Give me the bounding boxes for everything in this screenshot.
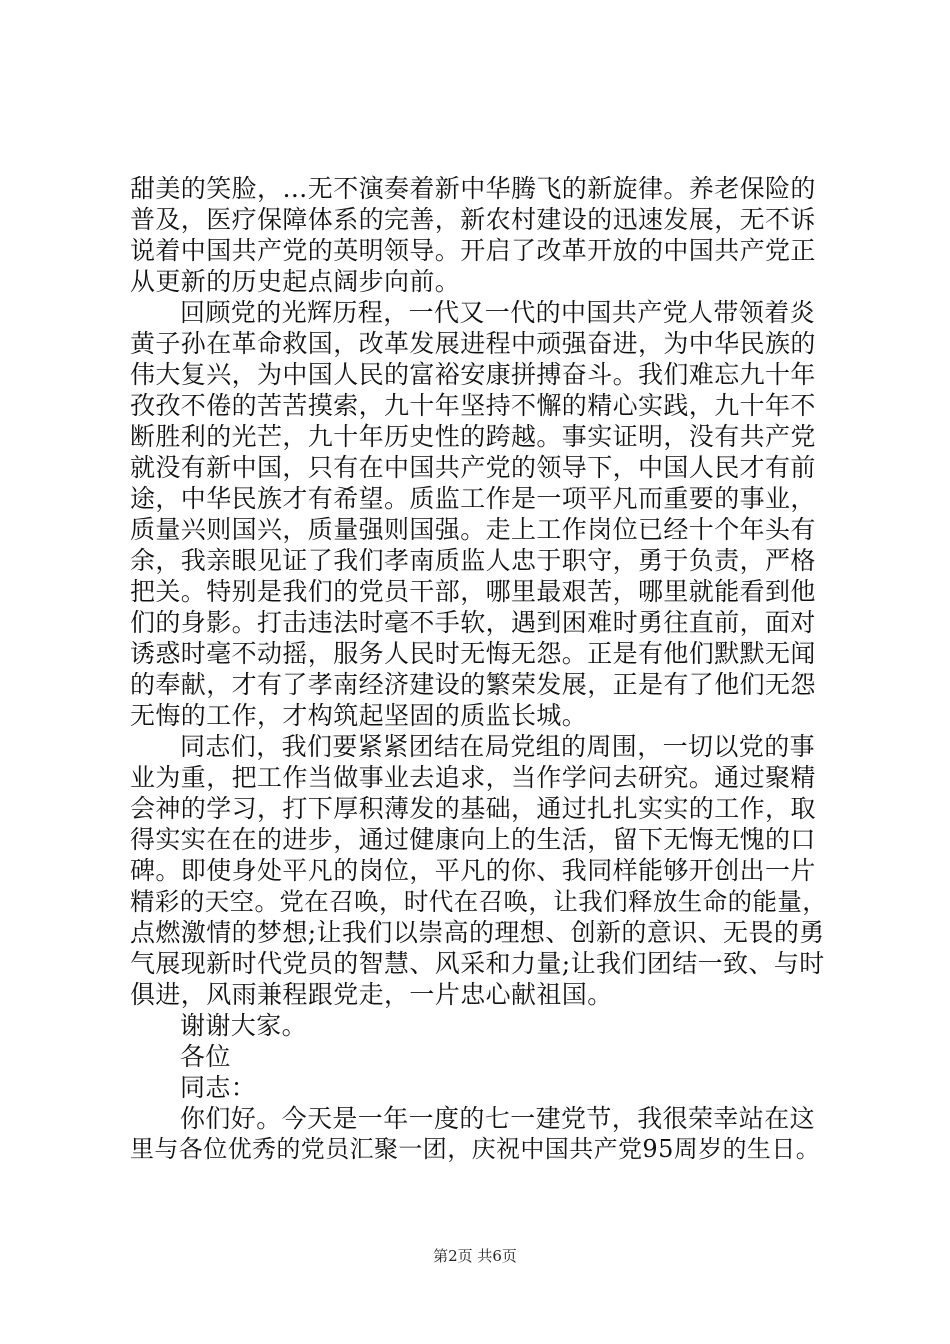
text-line: 你们好。今天是一年一度的七一建党节，我很荣幸站在这 [180, 1104, 816, 1133]
text-line: 说着中国共产党的英明领导。开启了改革开放的中国共产党正 [130, 236, 816, 265]
text-line: 黄子孙在革命救国，改革发展进程中顽强奋进，为中华民族的 [130, 329, 816, 358]
document-body [130, 173, 830, 1165]
text-line: 里与各位优秀的党员汇聚一团，庆祝中国共产党95周岁的生日。 [130, 1135, 821, 1163]
text-line: 业为重，把工作当做事业去追求，当作学问去研究。通过聚精 [130, 763, 816, 792]
text-line: 甜美的笑脸，…无不演奏着新中华腾飞的新旋律。养老保险的 [130, 174, 816, 203]
text-line: 回顾党的光辉历程，一代又一代的中国共产党人带领着炎 [180, 298, 816, 327]
text-line: 伟大复兴，为中国人民的富裕安康拼搏奋斗。我们难忘九十年 [130, 360, 816, 389]
text-line: 同志们，我们要紧紧团结在局党组的周围，一切以党的事 [180, 732, 816, 761]
text-line: 各位 [180, 1042, 231, 1071]
text-line: 得实实在在的进步，通过健康向上的生活，留下无悔无愧的口 [130, 825, 816, 854]
text-line: 气展现新时代党员的智慧、风采和力量;让我们团结一致、与时 [130, 949, 825, 978]
text-line: 点燃激情的梦想;让我们以崇高的理想、创新的意识、无畏的勇 [130, 918, 825, 947]
text-line: 们的身影。打击违法时毫不手软，遇到困难时勇往直前，面对 [130, 608, 816, 637]
text-line: 的奉献，才有了孝南经济建设的繁荣发展，正是有了他们无怨 [130, 670, 816, 699]
text-line: 途，中华民族才有希望。质监工作是一项平凡而重要的事业， [130, 484, 816, 513]
text-line: 质量兴则国兴，质量强则国强。走上工作岗位已经十个年头有 [130, 515, 816, 544]
text-line: 断胜利的光芒，九十年历史性的跨越。事实证明，没有共产党 [130, 422, 816, 451]
text-line: 从更新的历史起点阔步向前。 [130, 267, 461, 296]
text-line: 孜孜不倦的苦苦摸索，九十年坚持不懈的精心实践，九十年不 [130, 391, 816, 420]
text-line: 普及，医疗保障体系的完善，新农村建设的迅速发展，无不诉 [130, 205, 816, 234]
text-line: 会神的学习，打下厚积薄发的基础，通过扎扎实实的工作，取 [130, 794, 816, 823]
text-line: 俱进，风雨兼程跟党走，一片忠心献祖国。 [130, 980, 613, 1009]
page-footer: 第2页 共6页 [433, 1247, 517, 1265]
text-line: 同志： [180, 1073, 257, 1102]
text-line: 谢谢大家。 [180, 1011, 308, 1040]
text-line: 精彩的天空。党在召唤，时代在召唤，让我们释放生命的能量， [130, 887, 828, 916]
text-line: 把关。特别是我们的党员干部，哪里最艰苦，哪里就能看到他 [130, 577, 816, 606]
text-line: 就没有新中国，只有在中国共产党的领导下，中国人民才有前 [130, 453, 816, 482]
text-line: 碑。即使身处平凡的岗位，平凡的你、我同样能够开创出一片 [130, 856, 816, 885]
text-line: 余，我亲眼见证了我们孝南质监人忠于职守，勇于负责，严格 [130, 546, 816, 575]
text-line: 诱惑时毫不动摇，服务人民时无悔无怨。正是有他们默默无闻 [130, 639, 816, 668]
text-line: 无悔的工作，才构筑起坚固的质监长城。 [130, 701, 588, 730]
